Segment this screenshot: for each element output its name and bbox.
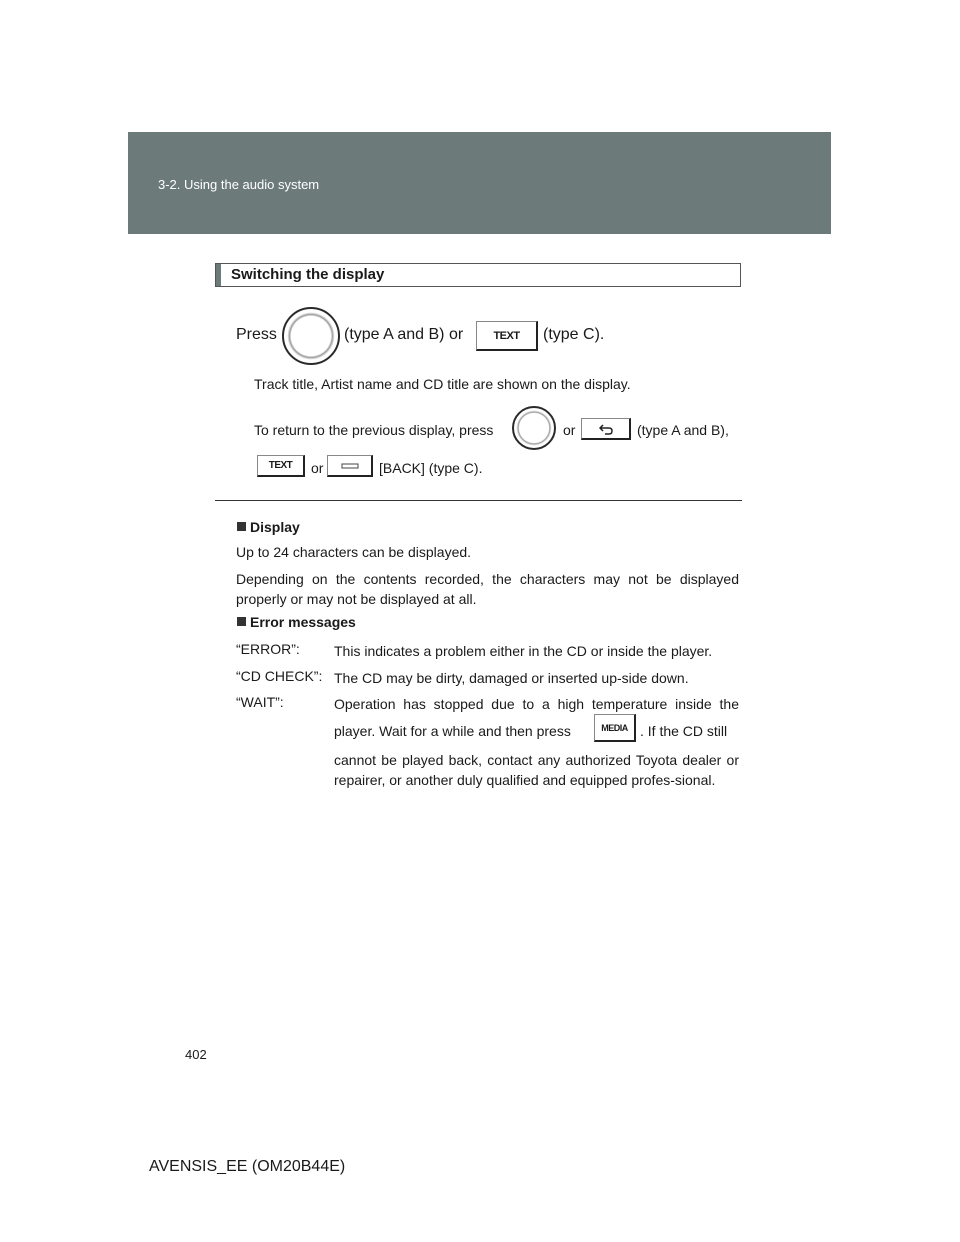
square-bullet-icon — [237, 522, 246, 531]
tune-knob-small-icon — [512, 406, 556, 450]
or-text-1: or — [563, 422, 576, 438]
display-note-heading — [237, 519, 300, 535]
type-ab-text: (type A and B), — [637, 422, 729, 438]
media-button-icon: MEDIA — [594, 714, 636, 742]
error-label-wait: “WAIT”: — [236, 694, 284, 710]
text-button-icon: TEXT — [476, 321, 538, 351]
error-heading-text: Error messages — [250, 614, 356, 630]
tune-knob-icon — [282, 307, 340, 365]
error-text-cd-check: The CD may be dirty, damaged or inserted up-side down. — [334, 670, 689, 686]
info-text: Track title, Artist name and CD title are shown on the display. — [254, 376, 631, 392]
topic-heading-bar — [215, 263, 741, 287]
error-text-wait-b1: player. Wait for a while and then press — [334, 723, 571, 739]
return-text: To return to the previous display, press — [254, 422, 494, 438]
chapter-header — [128, 132, 831, 234]
or-text-2: or — [311, 460, 324, 476]
heading-marker — [216, 264, 221, 286]
error-label-error: “ERROR”: — [236, 641, 300, 657]
square-bullet-icon — [237, 617, 246, 626]
error-text-wait-c: cannot be played back, contact any authorized Toyota dealer or repairer, or another duly qualified and equipped profes-sional. — [334, 752, 739, 788]
blank-button-icon — [327, 455, 373, 477]
step-type-ab-label: (type A and B) or — [344, 326, 464, 343]
error-label-cd-check: “CD CHECK”: — [236, 668, 323, 684]
step-press-label: Press — [236, 326, 277, 343]
back-type-c-text: [BACK] (type C). — [379, 460, 483, 476]
display-heading-text: Display — [250, 519, 300, 535]
section-divider — [215, 500, 742, 501]
topic-title: Switching the display — [231, 266, 385, 283]
page-number: 402 — [185, 1047, 207, 1062]
error-text-wait-b2: . If the CD still — [640, 723, 728, 739]
step-type-c-label: (type C). — [543, 326, 605, 343]
section-title: 3-2. Using the audio system — [158, 177, 320, 192]
error-text-error: This indicates a problem either in the CD or inside the player. — [334, 643, 713, 659]
error-note-heading — [237, 614, 356, 630]
error-text-wait-a: Operation has stopped due to a high temperature inside the — [334, 696, 739, 712]
display-note-p1: Up to 24 characters can be displayed. — [236, 544, 472, 560]
back-arrow-icon — [581, 418, 631, 440]
display-note-p2: Depending on the contents recorded, the characters may not be displayed properly or may not be displayed at all. — [236, 571, 739, 607]
footer-document-code: AVENSIS_EE (OM20B44E) — [149, 1158, 346, 1175]
text-button-small-icon: TEXT — [257, 455, 305, 477]
